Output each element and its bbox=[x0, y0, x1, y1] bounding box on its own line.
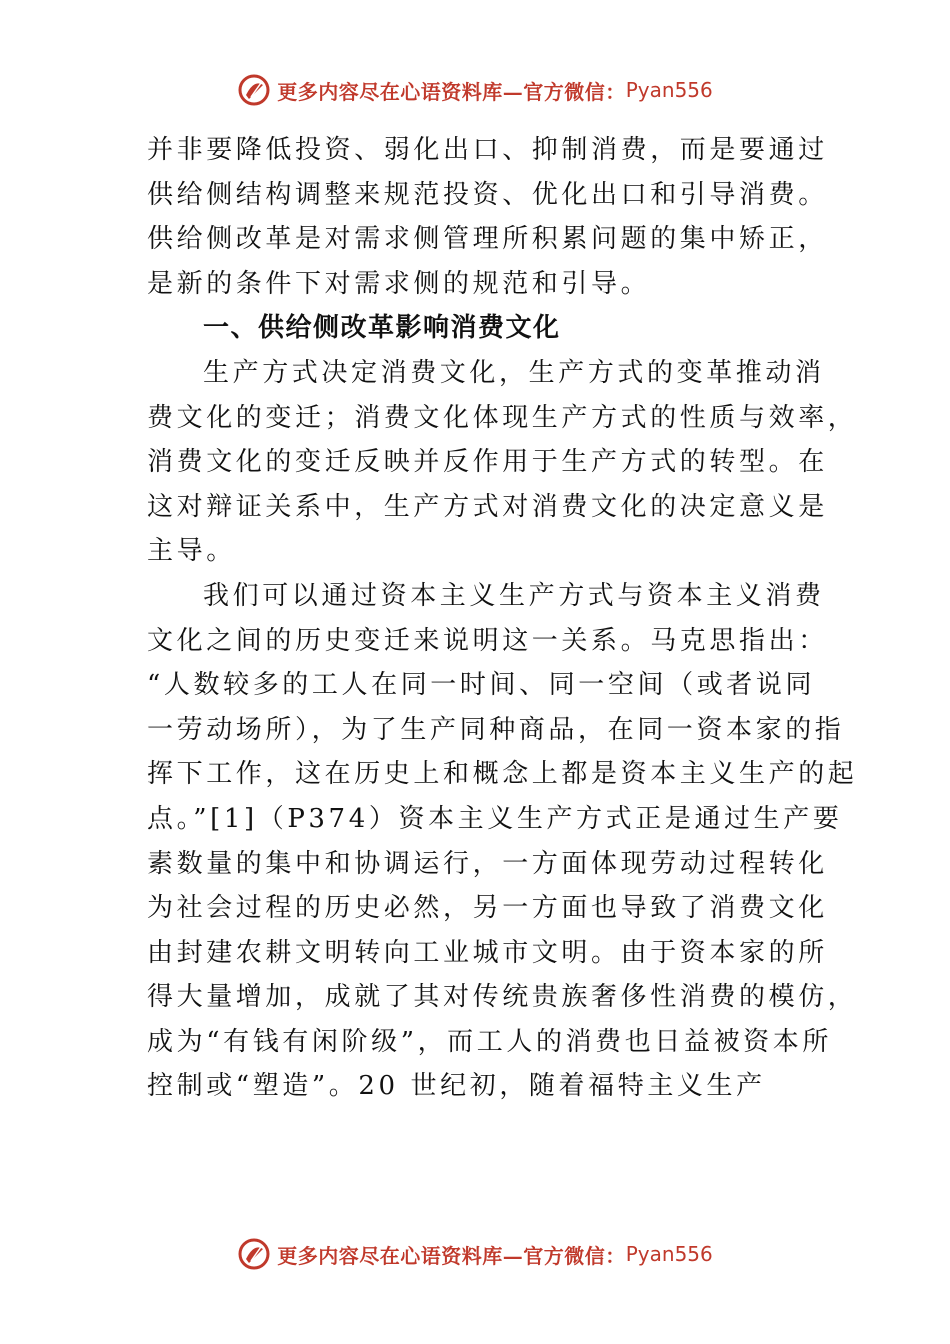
banner-wechat-id: Pyan556 bbox=[625, 1242, 713, 1266]
banner-text: 更多内容尽在心语资料库—官方微信： bbox=[277, 1243, 626, 1268]
text-line: “人数较多的工人在同一时间、同一空间（或者说同 bbox=[147, 670, 816, 701]
text-line: 文化之间的历史变迁来说明这一关系。马克思指出： bbox=[147, 625, 828, 656]
text-line: 点。”[1]（P374）资本主义生产方式正是通过生产要 bbox=[147, 803, 843, 834]
footer-banner bbox=[0, 1234, 950, 1274]
text-line: 供给侧结构调整来规范投资、优化出口和引导消费。 bbox=[147, 179, 828, 210]
text-line: 挥下工作，这在历史上和概念上都是资本主义生产的起 bbox=[147, 759, 858, 790]
text-line: 是新的条件下对需求侧的规范和引导。 bbox=[147, 268, 651, 299]
text-line: 供给侧改革是对需求侧管理所积累问题的集中矫正， bbox=[147, 224, 828, 255]
logo-icon bbox=[237, 73, 271, 107]
text-line: 这对辩证关系中，生产方式对消费文化的决定意义是 bbox=[147, 491, 828, 522]
banner-wechat-id: Pyan556 bbox=[625, 78, 713, 102]
text-line: 并非要降低投资、弱化出口、抑制消费，而是要通过 bbox=[147, 135, 828, 165]
text-line: 费文化的变迁；消费文化体现生产方式的性质与效率， bbox=[147, 402, 858, 433]
text-line: 我们可以通过资本主义生产方式与资本主义消费 bbox=[203, 580, 825, 611]
text-line: 控制或“塑造”。20 世纪初，随着福特主义生产 bbox=[147, 1071, 766, 1102]
banner-text: 更多内容尽在心语资料库—官方微信： bbox=[277, 79, 626, 104]
text-line: 生产方式决定消费文化，生产方式的变革推动消 bbox=[203, 357, 825, 388]
header-banner bbox=[0, 70, 950, 110]
text-line: 为社会过程的历史必然，另一方面也导致了消费文化 bbox=[147, 893, 828, 924]
text-line: 得大量增加，成就了其对传统贵族奢侈性消费的模仿， bbox=[147, 982, 858, 1013]
text-line: 一劳动场所），为了生产同种商品，在同一资本家的指 bbox=[147, 714, 845, 745]
text-line: 主导。 bbox=[147, 536, 236, 567]
document-body bbox=[147, 128, 858, 1109]
text-line: 消费文化的变迁反映并反作用于生产方式的转型。在 bbox=[147, 447, 828, 478]
text-line: 成为“有钱有闲阶级”，而工人的消费也日益被资本所 bbox=[147, 1026, 832, 1057]
text-line: 由封建农耕文明转向工业城市文明。由于资本家的所 bbox=[147, 937, 828, 968]
section-heading: 一、供给侧改革影响消费文化 bbox=[203, 313, 561, 344]
text-line: 素数量的集中和协调运行，一方面体现劳动过程转化 bbox=[147, 848, 828, 879]
logo-icon bbox=[237, 1237, 271, 1271]
